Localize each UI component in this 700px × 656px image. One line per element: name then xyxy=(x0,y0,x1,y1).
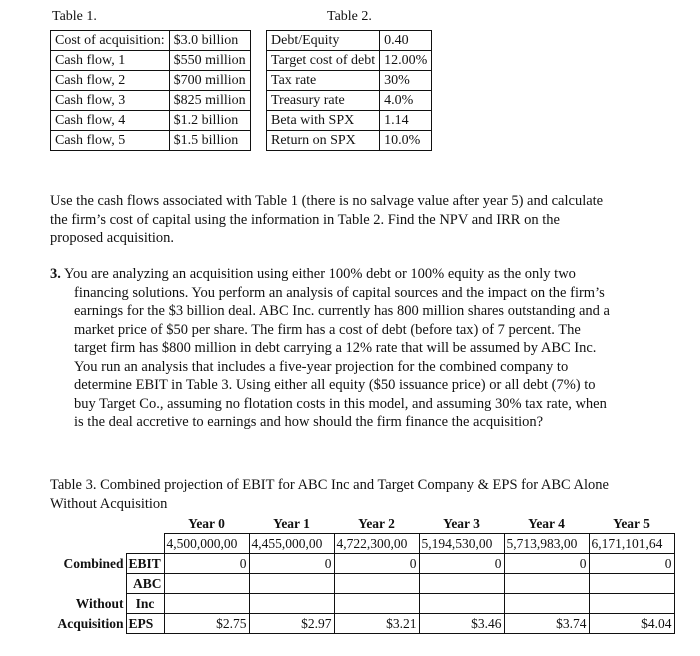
table2 xyxy=(266,30,432,151)
ebit-cell: 4,500,000,00 xyxy=(164,534,249,554)
table1-row xyxy=(51,131,251,151)
ebit-label-row xyxy=(48,554,674,574)
table1-row-label: Cash flow, 5 xyxy=(51,131,170,151)
year-header: Year 3 xyxy=(443,515,480,531)
table1 xyxy=(50,30,251,151)
ebit-zero: 0 xyxy=(164,554,249,574)
eps-cell: $4.04 xyxy=(589,614,674,634)
eps-row xyxy=(48,614,674,634)
without-label: Without xyxy=(75,595,124,611)
table2-row-label: Return on SPX xyxy=(267,131,380,151)
table1-row-value: $825 million xyxy=(169,91,250,111)
eps-cell: $2.97 xyxy=(249,614,334,634)
table2-row xyxy=(267,91,432,111)
table2-row xyxy=(267,71,432,91)
table2-row-label: Beta with SPX xyxy=(267,111,380,131)
question-number: 3. xyxy=(50,266,61,282)
table1-row-value: $3.0 billion xyxy=(169,31,250,51)
eps-cell: $3.21 xyxy=(334,614,419,634)
table2-row xyxy=(267,51,432,71)
table1-row xyxy=(51,111,251,131)
table2-row xyxy=(267,131,432,151)
table2-row xyxy=(267,111,432,131)
abc-label: ABC xyxy=(126,574,164,594)
ebit-cell: 5,713,983,00 xyxy=(504,534,589,554)
table3-caption: Table 3. Combined projection of EBIT for ABC Inc and Target Company & EPS for ABC Alone Without Acquisition xyxy=(50,477,609,512)
ebit-cell: 5,194,530,00 xyxy=(419,534,504,554)
inc-row xyxy=(48,594,674,614)
table1-row-label: Cash flow, 2 xyxy=(51,71,170,91)
table1-row-value: $1.2 billion xyxy=(169,111,250,131)
ebit-zero: 0 xyxy=(249,554,334,574)
combined-label: Combined xyxy=(63,555,124,571)
table1-row-label: Cost of acquisition: xyxy=(51,31,170,51)
table2-row xyxy=(267,31,432,51)
year-header-row xyxy=(48,514,674,534)
table1-row-label: Cash flow, 4 xyxy=(51,111,170,131)
year-header: Year 4 xyxy=(528,515,565,531)
eps-cell: $2.75 xyxy=(164,614,249,634)
table1-row-value: $1.5 billion xyxy=(169,131,250,151)
table1-row-value: $550 million xyxy=(169,51,250,71)
table1-row-label: Cash flow, 1 xyxy=(51,51,170,71)
table2-row-value: 0.40 xyxy=(380,31,432,51)
table2-row-label: Tax rate xyxy=(267,71,380,91)
year-header: Year 5 xyxy=(613,515,650,531)
eps-label: EPS xyxy=(126,614,164,634)
acquisition-label: Acquisition xyxy=(57,615,124,631)
question-3 xyxy=(50,265,615,432)
ebit-values-row xyxy=(48,534,674,554)
table2-title: Table 2. xyxy=(327,9,372,24)
table2-row-label: Treasury rate xyxy=(267,91,380,111)
eps-cell: $3.74 xyxy=(504,614,589,634)
ebit-zero: 0 xyxy=(334,554,419,574)
abc-row xyxy=(48,574,674,594)
table2-row-label: Debt/Equity xyxy=(267,31,380,51)
table1-row-label: Cash flow, 3 xyxy=(51,91,170,111)
year-header: Year 0 xyxy=(188,515,225,531)
ebit-zero: 0 xyxy=(504,554,589,574)
table1-row-value: $700 million xyxy=(169,71,250,91)
table1-row xyxy=(51,51,251,71)
ebit-cell: 4,455,000,00 xyxy=(249,534,334,554)
table1-row xyxy=(51,71,251,91)
eps-cell: $3.46 xyxy=(419,614,504,634)
instructions-paragraph: Use the cash flows associated with Table 1 (there is no salvage value after year 5) and calculate the firm’s cost of capital using the information in Table 2. Find the NPV and IRR on the proposed acquisition. xyxy=(50,193,604,246)
table1-title: Table 1. xyxy=(52,9,97,24)
inc-label: Inc xyxy=(126,594,164,614)
table1-row xyxy=(51,31,251,51)
ebit-label: EBIT xyxy=(126,554,164,574)
table2-row-value: 1.14 xyxy=(380,111,432,131)
table3 xyxy=(48,514,675,634)
year-header: Year 1 xyxy=(273,515,310,531)
ebit-zero: 0 xyxy=(589,554,674,574)
table2-row-value: 4.0% xyxy=(380,91,432,111)
year-header: Year 2 xyxy=(358,515,395,531)
ebit-cell: 4,722,300,00 xyxy=(334,534,419,554)
ebit-zero: 0 xyxy=(419,554,504,574)
table2-row-value: 10.0% xyxy=(380,131,432,151)
question-text: You are analyzing an acquisition using either 100% debt or 100% equity as the only two financing solutions. You perform an analysis of capital sources and the impact on the firm’s earnings for the $3 billion deal. ABC Inc. currently has 800 million shares outstanding and a market price of $50 per share. The firm has a cost of debt (before tax) of 7 percent. The target firm has $800 million in debt carrying a 12% rate that will be assumed by ABC Inc. You run an analysis that includes a five-year projection for the combined company to determine EBIT in Table 3. Using either all equity ($50 issuance price) or all debt (7%) to buy Target Co., assuming no flotation costs in this model, and assuming 30% tax rate, when is the deal accretive to earnings and how should the firm finance the acquisition? xyxy=(63,266,610,430)
table1-row xyxy=(51,91,251,111)
table2-row-label: Target cost of debt xyxy=(267,51,380,71)
table2-row-value: 30% xyxy=(380,71,432,91)
table2-row-value: 12.00% xyxy=(380,51,432,71)
ebit-cell: 6,171,101,64 xyxy=(589,534,674,554)
